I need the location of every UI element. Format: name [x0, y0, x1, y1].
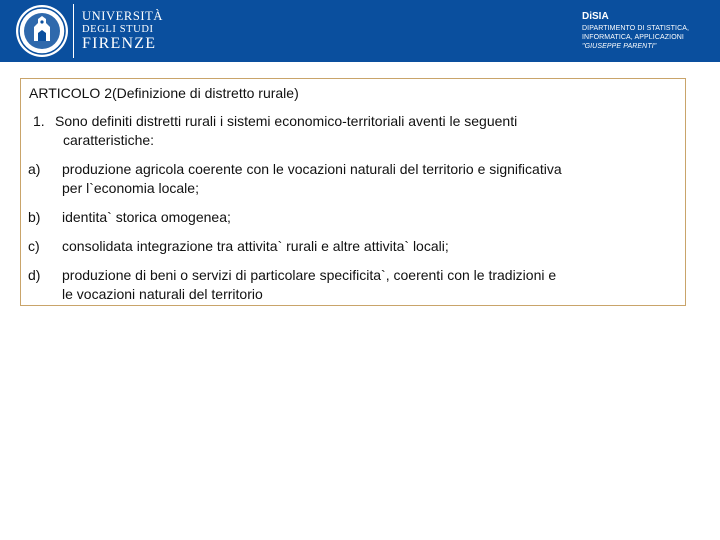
list-item-label: c) [28, 238, 40, 254]
header-divider [73, 4, 74, 58]
list-item-line1: produzione di beni o servizi di particolare specificita`, coerenti con le tradizioni e [62, 267, 557, 283]
list-item-line2: per l`economia locale; [62, 180, 199, 196]
article-box [20, 78, 686, 306]
list-item-label: d) [28, 267, 41, 283]
university-seal-icon [14, 3, 70, 59]
header-band [0, 0, 720, 62]
department-line1: DIPARTIMENTO DI STATISTICA, [582, 25, 690, 32]
list-item-label: a) [28, 161, 41, 177]
intro-line1: Sono definiti distretti rurali i sistemi economico-territoriali aventi le seguenti [55, 113, 518, 129]
list-item-line1: identita` storica omogenea; [62, 209, 231, 225]
department-block [582, 11, 689, 51]
department-line3: "GIUSEPPE PARENTI" [582, 43, 657, 50]
university-name [82, 10, 163, 52]
university-name-line2: DEGLI STUDI [82, 23, 154, 35]
intro-number: 1. [33, 113, 45, 129]
department-line2: INFORMATICA, APPLICAZIONI [582, 34, 684, 41]
university-name-line3: FIRENZE [82, 35, 157, 52]
list-item-line2: le vocazioni naturali del territorio [62, 286, 263, 302]
list-item-label: b) [28, 209, 41, 225]
department-acronym: DiSIA [582, 11, 609, 22]
university-name-line1: UNIVERSITÀ [82, 9, 163, 23]
article-title: ARTICOLO 2(Definizione di distretto rurale) [29, 85, 299, 101]
intro-line2: caratteristiche: [63, 132, 155, 148]
list-item-line1: produzione agricola coerente con le vocazioni naturali del territorio e significativa [62, 161, 562, 177]
list-item-line1: consolidata integrazione tra attivita` rurali e altre attivita` locali; [62, 238, 449, 254]
